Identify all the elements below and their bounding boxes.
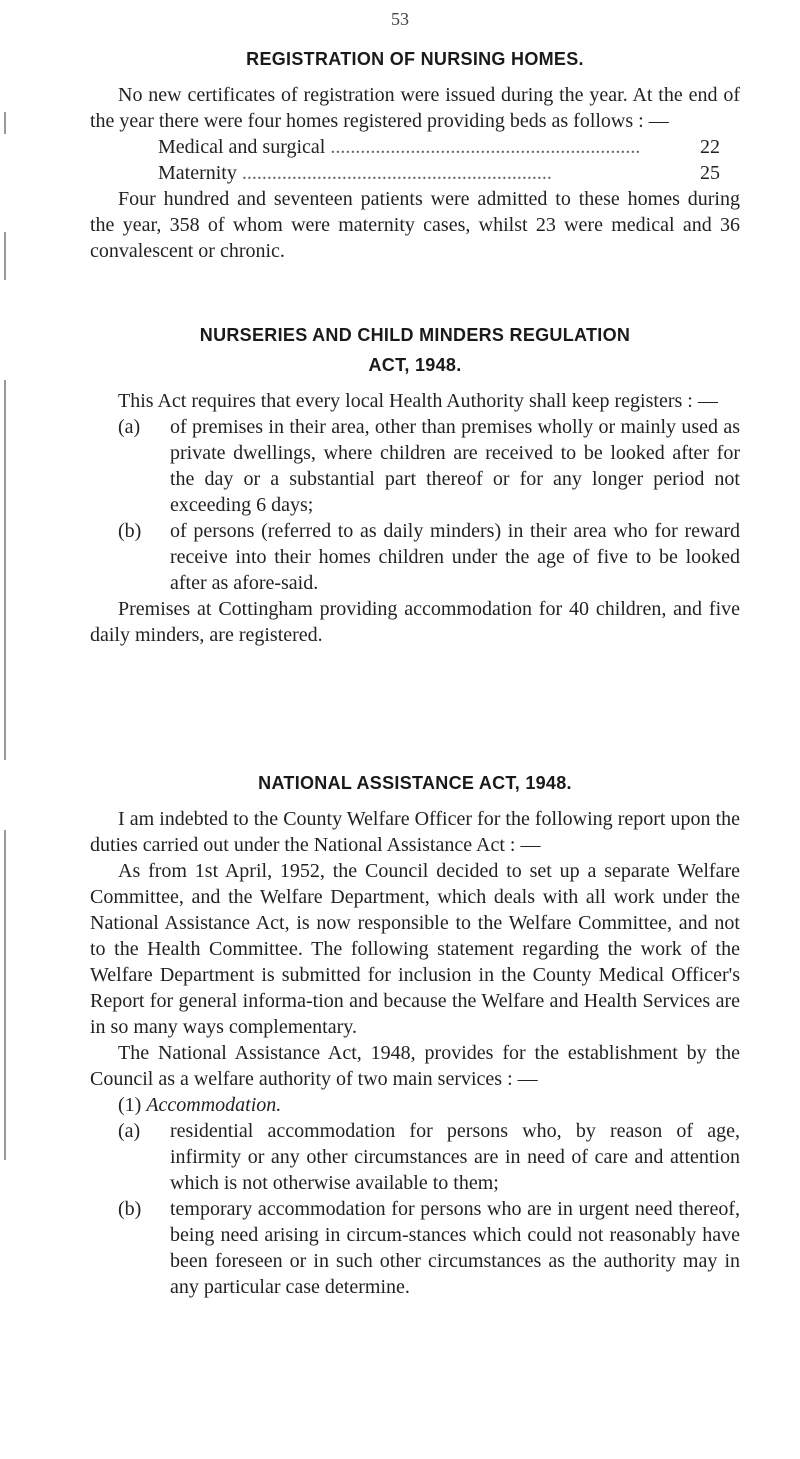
list-text: temporary accommodation for persons who are in urgent need thereof, being need arising in circum-stances which could not reasonably have been foreseen or in such other circumstances as the authority may in any particular case determine.: [170, 1198, 740, 1298]
margin-mark: [4, 112, 6, 134]
beds-row-maternity: [90, 160, 720, 186]
list-text: of premises in their area, other than premises wholly or mainly used as private dwellings, where children are received to be looked after for the day or a substantial part thereof or for any longer period not exceeding 6 days;: [170, 416, 740, 516]
beds-row-medical: [90, 134, 720, 160]
leader-dots: ..............................................................: [236, 162, 552, 184]
beds-value: 22: [700, 136, 720, 158]
list-marker: (a): [118, 1120, 141, 1142]
nursing-homes-intro: No new certificates of registration were issued during the year. At the end of the year there were four homes registered providing beds as follows : —: [90, 84, 740, 132]
list-text: of persons (referred to as daily minders) in their area who for reward receive into their homes children under the age of five to be looked after as afore-said.: [170, 520, 740, 594]
subsection-heading: [90, 1092, 740, 1118]
list-item: [90, 518, 740, 596]
list-marker: (b): [118, 1198, 142, 1220]
beds-value: 25: [700, 162, 720, 184]
list-item: [90, 1118, 740, 1196]
section-heading-national-assistance: NATIONAL ASSISTANCE ACT, 1948.: [258, 773, 572, 793]
nursing-homes-summary: Four hundred and seventeen patients were admitted to these homes during the year, 358 of whom were maternity cases, whilst 23 were medical and 36 convalescent or chronic.: [90, 188, 740, 262]
list-item: [90, 414, 740, 518]
nurseries-premises: Premises at Cottingham providing accommodation for 40 children, and five daily minders, are registered.: [90, 598, 740, 646]
nurseries-intro: This Act requires that every local Health Authority shall keep registers : —: [118, 390, 718, 412]
national-assistance-p1: I am indebted to the County Welfare Officer for the following report upon the duties carried out under the National Assistance Act : —: [90, 808, 740, 856]
margin-mark: [4, 232, 6, 280]
nursing-homes-section: [90, 82, 740, 264]
list-marker: (a): [118, 416, 141, 438]
page-number: 53: [391, 9, 409, 29]
leader-dots: ..............................................................: [325, 136, 641, 158]
beds-label: Medical and surgical: [158, 136, 326, 158]
section-heading-nurseries: [90, 320, 740, 380]
beds-label: Maternity: [158, 162, 237, 184]
subsection-marker: (1): [118, 1094, 142, 1116]
heading-line: ACT, 1948.: [368, 355, 462, 375]
beds-list: [90, 134, 740, 186]
national-assistance-p2: As from 1st April, 1952, the Council decided to set up a separate Welfare Committee, and the Welfare Department, which deals with all work under the National Assistance Act, is now responsible to the Welfare Committee, and not to the Health Committee. The following statement regarding the work of the Welfare Department is submitted for inclusion in the County Medical Officer's Report for general informa-tion and because the Welfare and Health Services are in so many ways complementary.: [90, 860, 740, 1038]
national-assistance-p3: The National Assistance Act, 1948, provides for the establishment by the Council as a welfare authority of two main services : —: [90, 1042, 740, 1090]
margin-mark: [4, 380, 6, 760]
subsection-title: Accommodation.: [146, 1094, 282, 1116]
margin-mark: [4, 830, 6, 1160]
nurseries-section: [90, 388, 740, 648]
list-marker: (b): [118, 520, 142, 542]
section-heading-nursing-homes: REGISTRATION OF NURSING HOMES.: [246, 49, 584, 69]
heading-line: NURSERIES AND CHILD MINDERS REGULATION: [199, 325, 631, 345]
list-text: residential accommodation for persons who, by reason of age, infirmity or any other circumstances are in need of care and attention which is not otherwise available to them;: [170, 1120, 740, 1194]
national-assistance-section: [90, 806, 740, 1300]
list-item: [90, 1196, 740, 1300]
